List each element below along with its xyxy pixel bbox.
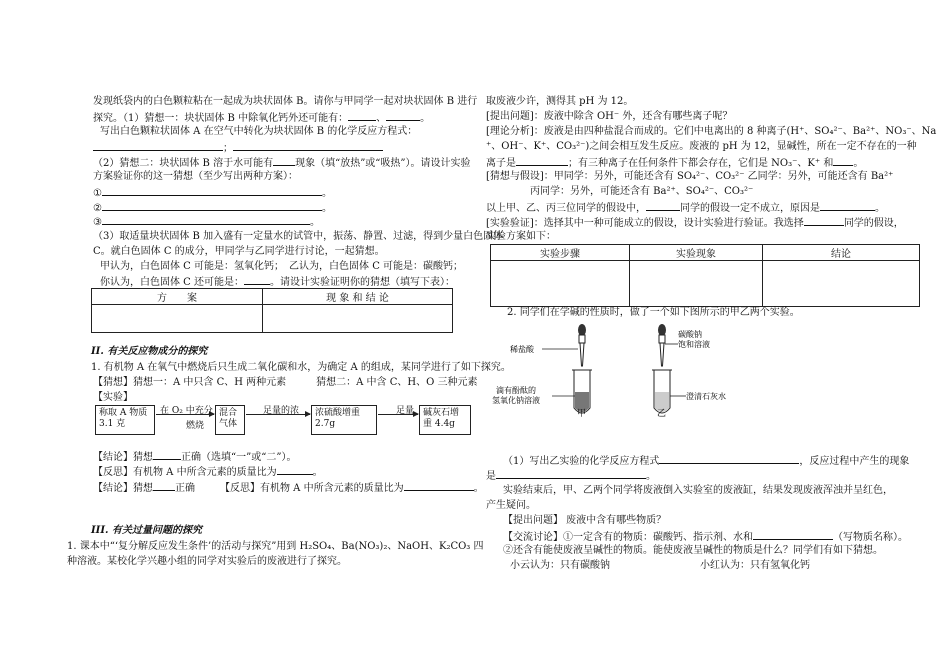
phenomenon-line: 是 。 <box>486 468 656 483</box>
question-organic: 1. 有机物 A 在氧气中燃烧后只生成二氧化碳和水，为确定 A 的组成，某同学进行了如下探究。 <box>91 362 511 373</box>
question-ions: [提出问题]：废液中除含 OH⁻ 外，还含有哪些离子呢？ <box>486 111 733 122</box>
blank-plan-2[interactable] <box>102 200 322 211</box>
tube-left <box>572 370 592 413</box>
plan-table <box>91 288 453 333</box>
blank-invalid[interactable] <box>646 200 680 211</box>
flow-arrow-1-sublabel: 燃烧 <box>186 421 205 431</box>
section-3-title: III. 有关过量问题的探究 <box>91 525 202 536</box>
flow-box-lime: 碱灰石增重 4.4g <box>419 405 471 435</box>
label-na2co3-1: 碳酸钠 <box>678 330 702 339</box>
guess-one-line: 探究。（1）猜想一：块状固体 B 中除氧化钙外还可能有： 、 。 <box>93 110 430 125</box>
tube-right <box>652 370 672 413</box>
guess-xiaoyun: 小云认为：只有碳酸钠 <box>510 560 610 571</box>
blank-choose[interactable] <box>804 215 844 226</box>
blank-concl-1[interactable] <box>153 449 181 460</box>
verification: [实验验证]：选择其中一种可能成立的假设，设计实验进行验证。我选择 同学的假设， <box>486 215 904 230</box>
blank-reason[interactable] <box>820 200 875 211</box>
flow-arrow-1-label: 在 O₂ 中充分 <box>160 406 213 416</box>
doubt: 产生疑问。 <box>486 500 536 511</box>
th-result: 现 象 和 结 论 <box>263 289 453 305</box>
question-excess-2: 种溶液。某校化学兴趣小组的同学对实验后的废液进行了探究。 <box>67 556 347 567</box>
label-na2co3-2: 饱和溶液 <box>678 340 710 349</box>
conclusion-2: 【结论】猜想 正确 【反思】有机物 A 中所含元素的质量比为 。 <box>93 480 484 495</box>
cell-step[interactable] <box>491 261 630 307</box>
experiment-label: 【实验】 <box>93 392 133 403</box>
label-naoh-1: 滴有酚酞的 <box>496 386 536 395</box>
theory-3: 离子是 ；有三种离子在任何条件下都会存在，它们是 NO₃⁻、K⁺ 和 。 <box>486 155 863 170</box>
ph-line: 取废液少许，测得其 pH 为 12。 <box>486 96 634 107</box>
blank-concl-2[interactable] <box>153 480 175 491</box>
verification-table <box>490 244 920 307</box>
caption-jia: 甲 <box>577 409 587 419</box>
para-discussion: C。就白色固体 C 的成分，甲同学与乙同学进行讨论，一起猜想。 <box>93 246 385 257</box>
equation-prompt: 写出白色颗粒状固体 A 在空气中转化为块状固体 B 的化学反应方程式： <box>100 126 418 137</box>
blank-substance[interactable] <box>753 529 833 540</box>
hypothesis: 【猜想】猜想一：A 中只含 C、H 两种元素 猜想二：A 中含 C、H、O 三种元素 <box>93 377 478 388</box>
hypothesis-jia-yi: [猜想与假设]：甲同学：另外，可能还含有 SO₄²⁻、CO₃²⁻ 乙同学：另外，可能还含有 Ba²⁺ <box>486 171 894 182</box>
plan-1: ① 。 <box>93 185 332 200</box>
blank-refl-1[interactable] <box>277 464 313 475</box>
hypothesis-bing: 丙同学：另外，可能还含有 Ba²⁺、SO₄²⁻、CO₃²⁻ <box>530 186 754 197</box>
para-solid-c: （3）取适量块状固体 B 加入盛有一定量水的试管中，振荡、静置、过滤，得到少量白色固体 <box>93 231 504 242</box>
invalid-hypothesis: 以上甲、乙、丙三位同学的假设中， 同学的假设一定不成立，原因是 。 <box>486 200 885 215</box>
your-guess: 你认为，白色固体 C 还可能是： 。请设计实验证明你的猜想（填写下表）： <box>100 274 455 289</box>
after-experiment: 实验结束后，甲、乙两个同学将废液倒入实验室的废液缸，结果发现废液浑浊并呈红色， <box>503 485 893 496</box>
flow-arrow-2-label: 足量的浓 <box>263 406 300 416</box>
flow-arrow-3-label: 足量 <box>396 406 415 416</box>
cell-result[interactable] <box>263 305 453 333</box>
cell-phenomenon[interactable] <box>630 261 763 307</box>
blank-refl-2[interactable] <box>404 480 474 491</box>
plan-label: 实验方案如下： <box>486 231 556 242</box>
blank-equation-2[interactable] <box>233 140 383 151</box>
blank-plan-1[interactable] <box>102 185 322 196</box>
caption-yi: 乙 <box>657 409 667 419</box>
equation-blanks: ； <box>93 140 383 155</box>
blank-plan-3[interactable] <box>102 214 310 225</box>
discussion-2: ②还含有能使废液呈碱性的物质。能使废液呈碱性的物质是什么？同学们有如下猜想。 <box>503 545 883 556</box>
theory-2: ⁺、OH⁻、K⁺、CO₃²⁻)之间会相互发生反应。废液的 pH 为 12，显碱性，所在一定不存在的一种 <box>486 141 917 152</box>
th-step: 实验步骤 <box>491 245 630 261</box>
question-excess: 1. 课本中“‘复分解反应发生条件’的活动与探究”用到 H₂SO₄、Ba(NO₃)₂、NaOH、K₂CO₃ 四 <box>67 541 484 552</box>
discussion-1: 【交流讨论】①一定含有的物质：碳酸钙、指示剂、水和 （写物质名称）。 <box>503 529 908 544</box>
section-2-title: II. 有关反应物成分的探究 <box>91 346 208 357</box>
guess-two-line: （2）猜想二：块状固体 B 溶于水可能有 现象（填“放热”或“吸热”）。请设计实验 <box>93 155 471 170</box>
flow-box-gas: 混合气体 <box>215 405 245 435</box>
para-block-b: 发现纸袋内的白色颗粒粘在一起成为块状固体 B。请你与甲同学一起对块状固体 B 进行 <box>93 96 478 107</box>
plan-prompt: 方案验证你的这一猜想（至少写出两种方案）： <box>93 171 298 182</box>
theory-1: [理论分析]：废液是由四种盐混合而成的。它们中电离出的 8 种离子(H⁺、SO₄²⁻、Ba²⁺、NO₃⁻、Na <box>486 126 937 137</box>
guess-xiaohong: 小红认为：只有氢氧化钙 <box>700 560 810 571</box>
blank-solid-c[interactable] <box>244 274 270 285</box>
label-limewater: 澄清石灰水 <box>686 392 726 401</box>
dropper-right <box>658 324 666 366</box>
blank-heat[interactable] <box>273 155 295 166</box>
plan-2: ② 。 <box>93 200 332 215</box>
question-base: 2. 同学们在学碱的性质时，做了一个如下图所示的甲乙两个实验。 <box>507 307 800 318</box>
cell-plan[interactable] <box>92 305 263 333</box>
blank-2[interactable] <box>386 110 420 121</box>
th-phenomenon: 实验现象 <box>630 245 763 261</box>
th-plan: 方 案 <box>92 289 263 305</box>
raise-question: 【提出问题】 废液中含有哪些物质？ <box>503 515 667 526</box>
conclusion-1: 【结论】猜想 正确（选填“一”或“二”）。 <box>93 449 296 464</box>
blank-ion[interactable] <box>516 155 568 166</box>
label-naoh-2: 氢氧化钠溶液 <box>492 396 540 405</box>
jia-guess: 甲认为，白色固体 C 可能是：氢氧化钙； 乙认为，白色固体 C 可能是：碳酸钙； <box>100 261 464 272</box>
reflection-1: 【反思】有机物 A 中所含元素的质量比为 。 <box>93 464 323 479</box>
flow-box-acid: 浓硫酸增重 2.7g <box>311 405 377 435</box>
blank-ion-2[interactable] <box>833 155 853 166</box>
dropper-left <box>578 324 586 366</box>
blank-phenomenon[interactable] <box>496 468 646 479</box>
th-conclusion: 结论 <box>763 245 920 261</box>
equation-yi: （1）写出乙实验的化学反应方程式 ，反应过程中产生的现象 <box>503 453 909 468</box>
experiment-figure <box>490 322 726 422</box>
label-hcl: 稀盐酸 <box>510 345 534 354</box>
plan-3: ③ 。 <box>93 214 320 229</box>
flow-box-weigh: 称取 A 物质 3.1 克 <box>95 405 155 435</box>
blank-equation-1[interactable] <box>93 140 223 151</box>
blank-1[interactable] <box>348 110 376 121</box>
cell-conclusion[interactable] <box>763 261 920 307</box>
blank-eq-yi[interactable] <box>659 453 799 464</box>
